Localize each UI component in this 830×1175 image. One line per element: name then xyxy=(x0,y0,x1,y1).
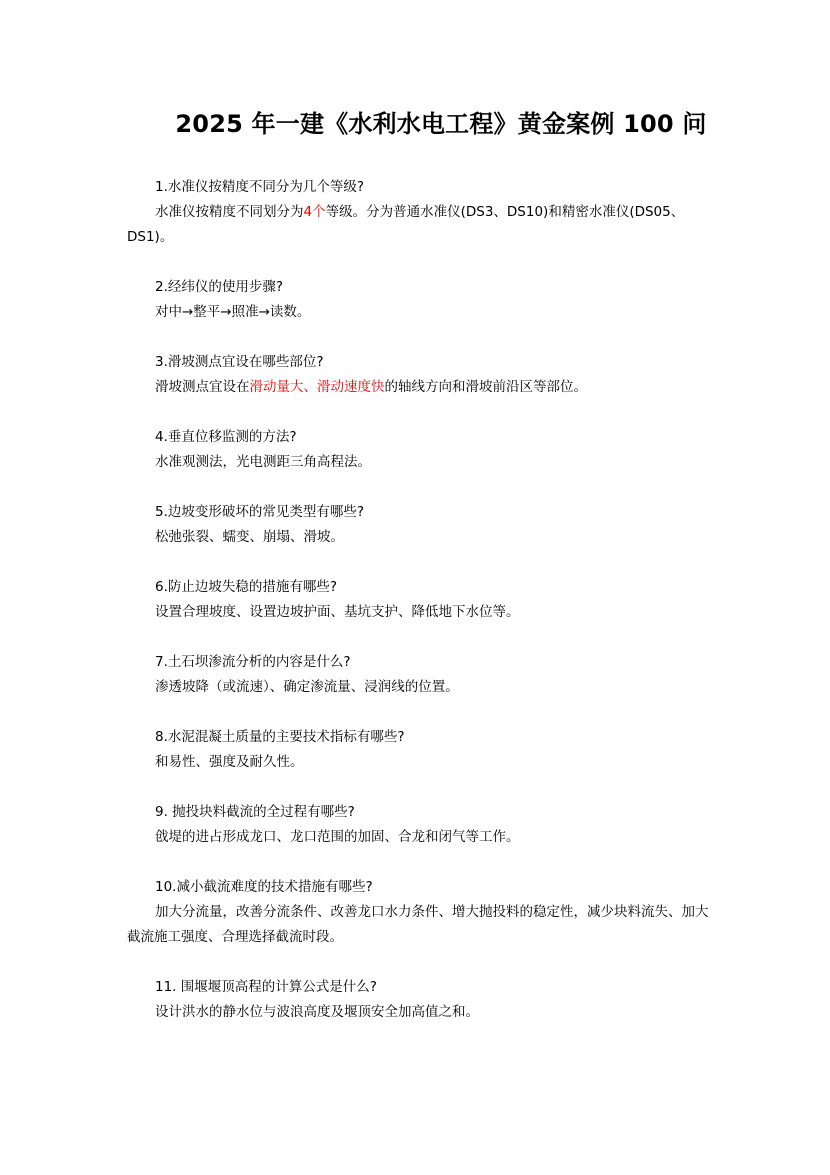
page-title: 2025 年一建《水利水电工程》黄金案例 100 问 xyxy=(175,110,707,138)
question: 10.减小截流难度的技术措施有哪些? xyxy=(155,879,373,895)
question: 8.水泥混凝土质量的主要技术指标有哪些? xyxy=(155,729,405,745)
answer xyxy=(127,675,717,700)
answer-text-tail: 等级。分为普通水准仪(DS3、DS10)和精密水准仪(DS05、DS1)。 xyxy=(127,204,685,245)
qa-item-4 xyxy=(127,425,717,475)
answer xyxy=(127,825,717,850)
answer xyxy=(127,600,717,625)
question: 7.土石坝渗流分析的内容是什么? xyxy=(155,654,351,670)
question: 6.防止边坡失稳的措施有哪些? xyxy=(155,579,338,595)
answer xyxy=(127,375,717,400)
qa-item-3 xyxy=(127,350,717,400)
qa-item-6 xyxy=(127,575,717,625)
answer xyxy=(127,1000,717,1025)
answer-text-tail: 的轴线方向和滑坡前沿区等部位。 xyxy=(384,379,587,395)
question: 4.垂直位移监测的方法? xyxy=(155,429,297,445)
answer-text: 渗透坡降（或流速）、确定渗流量、浸润线的位置。 xyxy=(155,679,459,695)
answer-text: 戗堤的进占形成龙口、龙口范围的加固、合龙和闭气等工作。 xyxy=(155,829,520,845)
answer xyxy=(127,900,717,950)
answer-text: 对中→整平→照准→读数。 xyxy=(155,304,311,320)
question: 5.边坡变形破坏的常见类型有哪些? xyxy=(155,504,365,520)
answer-text: 滑坡测点宜设在 xyxy=(155,379,250,395)
qa-item-5 xyxy=(127,500,717,550)
qa-item-9 xyxy=(127,800,717,850)
qa-item-1 xyxy=(127,175,717,250)
answer-highlight: 4个 xyxy=(303,204,326,220)
qa-item-8 xyxy=(127,725,717,775)
answer xyxy=(127,450,717,475)
answer-text: 松弛张裂、蠕变、崩塌、滑坡。 xyxy=(155,529,344,545)
question: 3.滑坡测点宜设在哪些部位? xyxy=(155,354,324,370)
answer xyxy=(127,200,717,250)
question: 11. 围堰堰顶高程的计算公式是什么? xyxy=(155,979,377,995)
answer xyxy=(127,525,717,550)
qa-item-11 xyxy=(127,975,717,1025)
answer-text: 设计洪水的静水位与波浪高度及堰顶安全加高值之和。 xyxy=(155,1004,479,1020)
answer-text: 设置合理坡度、设置边坡护面、基坑支护、降低地下水位等。 xyxy=(155,604,520,620)
qa-item-2 xyxy=(127,275,717,325)
qa-list xyxy=(127,175,717,1050)
answer-text: 水准观测法，光电测距三角高程法。 xyxy=(155,454,371,470)
question: 2.经纬仪的使用步骤? xyxy=(155,279,284,295)
answer-text: 水准仪按精度不同划分为 xyxy=(155,204,304,220)
qa-item-10 xyxy=(127,875,717,950)
question: 1.水准仪按精度不同分为几个等级? xyxy=(155,179,365,195)
answer-text: 和易性、强度及耐久性。 xyxy=(155,754,304,770)
qa-item-7 xyxy=(127,650,717,700)
answer xyxy=(127,300,717,325)
question: 9. 抛投块料截流的全过程有哪些? xyxy=(155,804,355,820)
answer-highlight: 滑动量大、滑动速度快 xyxy=(249,379,385,395)
answer xyxy=(127,750,717,775)
answer-text: 加大分流量，改善分流条件、改善龙口水力条件、增大抛投料的稳定性，减少块料流失、加大截流施工强度、合理选择截流时段。 xyxy=(127,904,709,945)
